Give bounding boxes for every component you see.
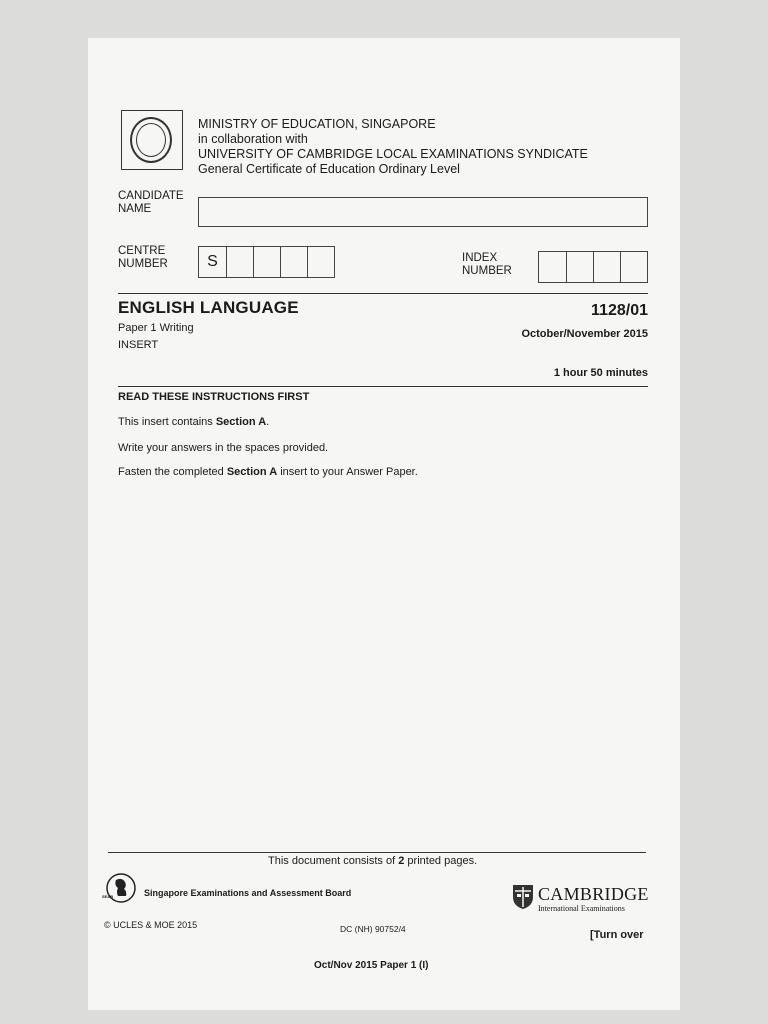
header-certificate: General Certificate of Education Ordinary Level [198,162,460,176]
index-label-line2: NUMBER [462,265,512,277]
candidate-label-line1: CANDIDATE [118,190,184,202]
instruction-3-end: insert to your Answer Paper. [277,466,418,478]
o-level-logo [121,110,183,170]
centre-cell[interactable] [280,247,307,277]
duration: 1 hour 50 minutes [553,367,648,379]
o-level-emblem-icon [130,117,172,163]
header-syndicate: UNIVERSITY OF CAMBRIDGE LOCAL EXAMINATIONS SYNDICATE [198,147,588,161]
cambridge-shield-icon [512,884,534,910]
centre-cell[interactable] [307,247,334,277]
header-collaboration: in collaboration with [198,132,308,146]
seab-lion-icon [104,870,138,906]
centre-label-line1: CENTRE [118,245,166,257]
centre-cell[interactable] [226,247,253,277]
instruction-3-bold: Section A [226,466,278,478]
centre-number-field[interactable] [198,246,335,278]
index-cell[interactable] [620,252,647,282]
page-count [268,855,477,867]
exam-session: October/November 2015 [521,328,648,340]
index-number-field[interactable] [538,251,648,283]
index-label-line1: INDEX [462,252,498,264]
instruction-line-2: Write your answers in the spaces provided. [118,442,329,454]
copyright: © UCLES & MOE 2015 [104,920,198,930]
instructions-heading: READ THESE INSTRUCTIONS FIRST [118,391,310,403]
insert-label: INSERT [118,339,159,351]
seab-logo-text: SEAB [102,894,114,899]
candidate-name-label [118,190,184,216]
centre-cell-prefix: S [207,253,218,270]
centre-number-label [118,245,168,271]
page-count-text: This document consists of [268,855,399,867]
handwritten-note: Oct/Nov 2015 Paper 1 (I) [314,960,429,971]
paper-code: 1128/01 [591,302,648,319]
cambridge-subtitle: International Examinations [538,904,625,913]
seab-name: Singapore Examinations and Assessment Board [144,888,352,898]
index-cell[interactable] [566,252,593,282]
divider-footer [108,852,646,853]
instruction-line-1 [118,416,269,428]
index-number-label [462,252,512,278]
divider-instructions [118,386,648,387]
subject-title: ENGLISH LANGUAGE [118,298,299,317]
instruction-line-3 [118,466,418,478]
page-count-end: printed pages. [404,855,478,867]
instruction-1-end: . [266,416,270,428]
candidate-name-field[interactable] [198,197,648,227]
document-code: DC (NH) 90752/4 [340,924,406,934]
divider-top [118,293,648,294]
instruction-1-bold: Section A [215,416,267,428]
paper-name: Paper 1 Writing [118,322,194,334]
cambridge-wordmark: CAMBRIDGE [538,884,649,904]
centre-cell[interactable] [253,247,280,277]
index-cell[interactable] [593,252,620,282]
candidate-label-line2: NAME [118,203,152,215]
page-count-number: 2 [398,855,405,867]
instruction-3-text: Fasten the completed [118,466,227,478]
index-cell[interactable] [539,252,566,282]
centre-label-line2: NUMBER [118,258,168,270]
instruction-1-text: This insert contains [118,416,216,428]
turn-over: [Turn over [590,929,644,941]
header-ministry: MINISTRY OF EDUCATION, SINGAPORE [198,117,436,131]
